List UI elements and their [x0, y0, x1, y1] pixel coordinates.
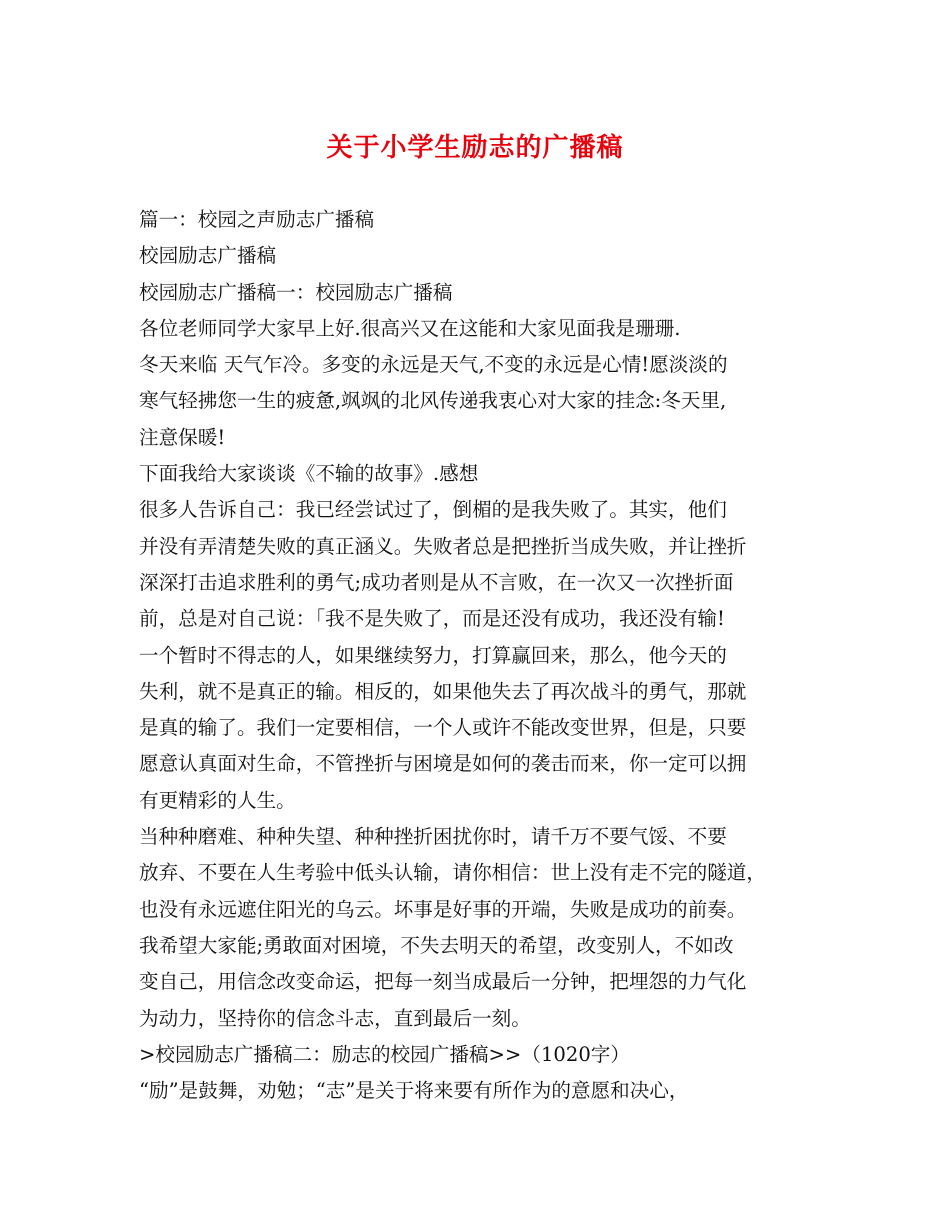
text-line: 失利，就不是真正的输。相反的，如果他失去了再次战斗的勇气，那就	[139, 679, 747, 703]
text-line: 很多人告诉自己：我已经尝试过了，倒楣的是我失败了。其实，他们	[139, 498, 727, 522]
text-line: 并没有弄清楚失败的真正涵义。失败者总是把挫折当成失败，并让挫折	[139, 534, 747, 558]
text-line: 寒气轻拂您一生的疲惫,飒飒的北风传递我衷心对大家的挂念:冬天里,	[139, 389, 727, 413]
text-line: 放弃、不要在人生考验中低头认输，请你相信：世上没有走不完的隧道，	[139, 861, 766, 885]
document-title: 关于小学生励志的广播稿	[326, 133, 624, 163]
text-line: 深深打击追求胜利的勇气;成功者则是从不言败，在一次又一次挫折面	[139, 570, 734, 594]
text-line: 篇一：校园之声励志广播稿	[139, 208, 375, 231]
text-line: 有更精彩的人生。	[139, 788, 296, 812]
text-line: 一个暂时不得志的人，如果继续努力，打算赢回来，那么，他今天的	[139, 643, 727, 667]
text-line: 注意保暖!	[139, 425, 226, 449]
text-line: >校园励志广播稿二：励志的校园广播稿>>（1020字）	[139, 1042, 630, 1066]
text-line: 变自己，用信念改变命运，把每一刻当成最后一分钟，把埋怨的力气化	[139, 970, 747, 994]
text-line: 也没有永远遮住阳光的乌云。坏事是好事的开端，失败是成功的前奏。	[139, 897, 747, 921]
text-line: 校园励志广播稿	[139, 244, 277, 268]
text-line: 前，总是对自己说：｢我不是失败了，而是还没有成功，我还没有输!	[139, 607, 725, 631]
text-line: 是真的输了。我们一定要相信，一个人或许不能改变世界，但是，只要	[139, 716, 747, 740]
text-line: 校园励志广播稿一：校园励志广播稿	[139, 280, 453, 304]
document-body	[139, 202, 819, 1109]
text-line: 我希望大家能;勇敢面对困境，不失去明天的希望，改变别人，不如改	[139, 933, 734, 957]
text-line: 当种种磨难、种种失望、种种挫折困扰你时，请千万不要气馁、不要	[139, 825, 727, 849]
text-line: 为动力，坚持你的信念斗志，直到最后一刻。	[139, 1006, 531, 1030]
text-line: 愿意认真面对生命，不管挫折与困境是如何的袭击而来，你一定可以拥	[139, 752, 747, 776]
text-line: 下面我给大家谈谈《不输的故事》.感想	[139, 462, 479, 486]
text-line: “励”是鼓舞，劝勉；“志”是关于将来要有所作为的意愿和决心，	[139, 1079, 689, 1103]
text-line: 各位老师同学大家早上好.很高兴又在这能和大家见面我是珊珊.	[139, 316, 681, 340]
text-line: 冬天来临 天气乍冷。多变的永远是天气,不变的永远是心情!愿淡淡的	[139, 353, 728, 377]
